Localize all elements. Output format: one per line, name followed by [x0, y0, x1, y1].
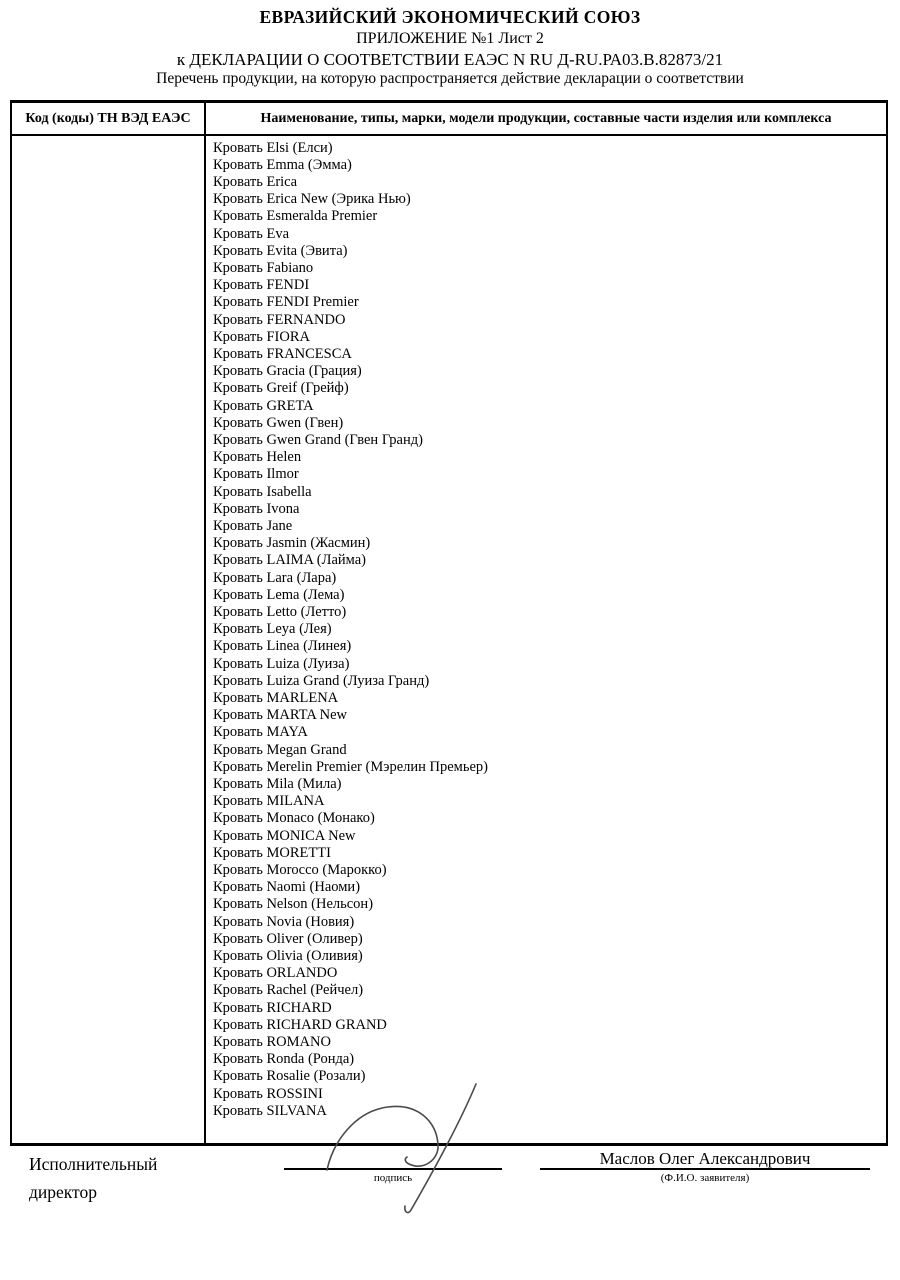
product-line: Кровать Merelin Premier (Мэрелин Премьер)	[213, 758, 488, 775]
product-line: Кровать LAIMA (Лайма)	[213, 552, 367, 569]
product-line: Кровать Rachel (Рейчел)	[213, 982, 364, 999]
product-line: Кровать Oliver (Оливер)	[213, 930, 363, 947]
product-line: Кровать Gwen Grand (Гвен Гранд)	[213, 431, 423, 448]
product-line: Кровать ROSSINI	[213, 1085, 323, 1102]
product-line: Кровать FENDI	[213, 277, 310, 294]
product-line: Кровать FRANCESCA	[213, 345, 352, 362]
product-line: Кровать ROMANO	[213, 1034, 331, 1051]
product-line: Кровать Mila (Мила)	[213, 776, 342, 793]
signatory-position	[29, 1150, 157, 1206]
appendix-subtitle: ПРИЛОЖЕНИЕ №1 Лист 2	[356, 30, 544, 47]
product-line: Кровать FERNANDO	[213, 311, 346, 328]
product-line: Кровать RICHARD GRAND	[213, 1016, 387, 1033]
product-line: Кровать MILANA	[213, 793, 325, 810]
product-line: Кровать Olivia (Оливия)	[213, 948, 363, 965]
product-line: Кровать Evita (Эвита)	[213, 242, 348, 259]
product-line: Кровать Erica New (Эрика Нью)	[213, 191, 411, 208]
product-line: Кровать Greif (Грейф)	[213, 380, 349, 397]
signatory-position-line1: Исполнительный	[29, 1154, 158, 1174]
product-line: Кровать Linea (Линея)	[213, 638, 352, 655]
products-table-body	[11, 135, 887, 1145]
product-line: Кровать Lema (Лема)	[213, 586, 345, 603]
product-line: Кровать MAYA	[213, 724, 308, 741]
product-line: Кровать MARLENA	[213, 690, 339, 706]
product-line: Кровать Letto (Летто)	[213, 603, 347, 620]
document-title: ЕВРАЗИЙСКИЙ ЭКОНОМИЧЕСКИЙ СОЮЗ	[259, 7, 641, 27]
signature-underline	[284, 1168, 502, 1170]
product-line: Кровать Isabella	[213, 483, 312, 500]
product-line: Кровать Novia (Новия)	[213, 913, 355, 930]
product-line: Кровать MARTA New	[213, 707, 347, 724]
product-line: Кровать RICHARD	[213, 999, 332, 1016]
declaration-number-subtitle: к ДЕКЛАРАЦИИ О СООТВЕТСТВИИ ЕАЭС N RU Д-RU.РА03.В.82873/21	[176, 50, 724, 69]
product-line: Кровать Erica	[213, 173, 298, 190]
product-line: Кровать Fabiano	[213, 259, 314, 276]
tnved-code-cell	[11, 135, 205, 1145]
product-line: Кровать Luiza Grand (Луиза Гранд)	[213, 672, 430, 689]
product-line: Кровать Eva	[213, 225, 290, 242]
applicant-name-underline	[540, 1168, 870, 1170]
product-line: Кровать Esmeralda Premier	[213, 208, 378, 225]
product-line: Кровать Jane	[213, 517, 293, 534]
applicant-name-caption: (Ф.И.О. заявителя)	[660, 1172, 750, 1184]
product-line: Кровать Morocco (Марокко)	[213, 862, 387, 879]
table-body-row	[11, 135, 887, 1145]
product-line: Кровать Nelson (Нельсон)	[213, 896, 374, 913]
product-line: Кровать GRETA	[213, 397, 314, 414]
product-line: Кровать Gracia (Грация)	[213, 363, 362, 380]
product-line: Кровать Helen	[213, 449, 302, 466]
product-line: Кровать Lara (Лара)	[213, 569, 337, 586]
product-line: Кровать Elsi (Елси)	[213, 139, 333, 156]
product-line: Кровать Naomi (Наоми)	[213, 879, 361, 896]
product-line: Кровать SILVANA	[213, 1102, 327, 1119]
product-line: Кровать Leya (Лея)	[213, 621, 332, 638]
signature-caption: подпись	[373, 1172, 413, 1184]
product-line: Кровать Jasmin (Жасмин)	[213, 535, 371, 552]
signatory-position-line2: директор	[29, 1182, 97, 1202]
product-line: Кровать Ronda (Ронда)	[213, 1051, 355, 1068]
product-line: Кровать Gwen (Гвен)	[213, 414, 344, 431]
products-table	[10, 100, 888, 1146]
product-line: Кровать Ilmor	[213, 466, 299, 483]
product-line: Кровать Rosalie (Розали)	[213, 1068, 366, 1085]
product-line: Кровать FIORA	[213, 328, 310, 345]
table-header-row	[11, 102, 887, 135]
product-line: Кровать MONICA New	[213, 827, 356, 844]
column-header-product-names: Наименование, типы, марки, модели продукции, составные части изделия или комплекса	[205, 102, 887, 135]
product-list-subtitle: Перечень продукции, на которую распространяется действие декларации о соответствии	[156, 70, 744, 87]
product-line: Кровать Ivona	[213, 500, 300, 517]
product-line: Кровать Megan Grand	[213, 741, 347, 758]
product-names-cell	[205, 135, 887, 1145]
product-line: Кровать Monaco (Монако)	[213, 810, 375, 827]
products-table-header	[11, 102, 887, 135]
product-line: Кровать MORETTI	[213, 844, 331, 861]
column-header-tnved-code: Код (коды) ТН ВЭД ЕАЭС	[11, 102, 205, 135]
applicant-name: Маслов Олег Александрович	[599, 1149, 811, 1168]
product-list	[213, 140, 882, 1121]
product-line: Кровать FENDI Premier	[213, 294, 359, 311]
product-line: Кровать Emma (Эмма)	[213, 156, 352, 173]
product-line: Кровать ORLANDO	[213, 965, 338, 982]
product-line: Кровать Luiza (Луиза)	[213, 655, 350, 672]
